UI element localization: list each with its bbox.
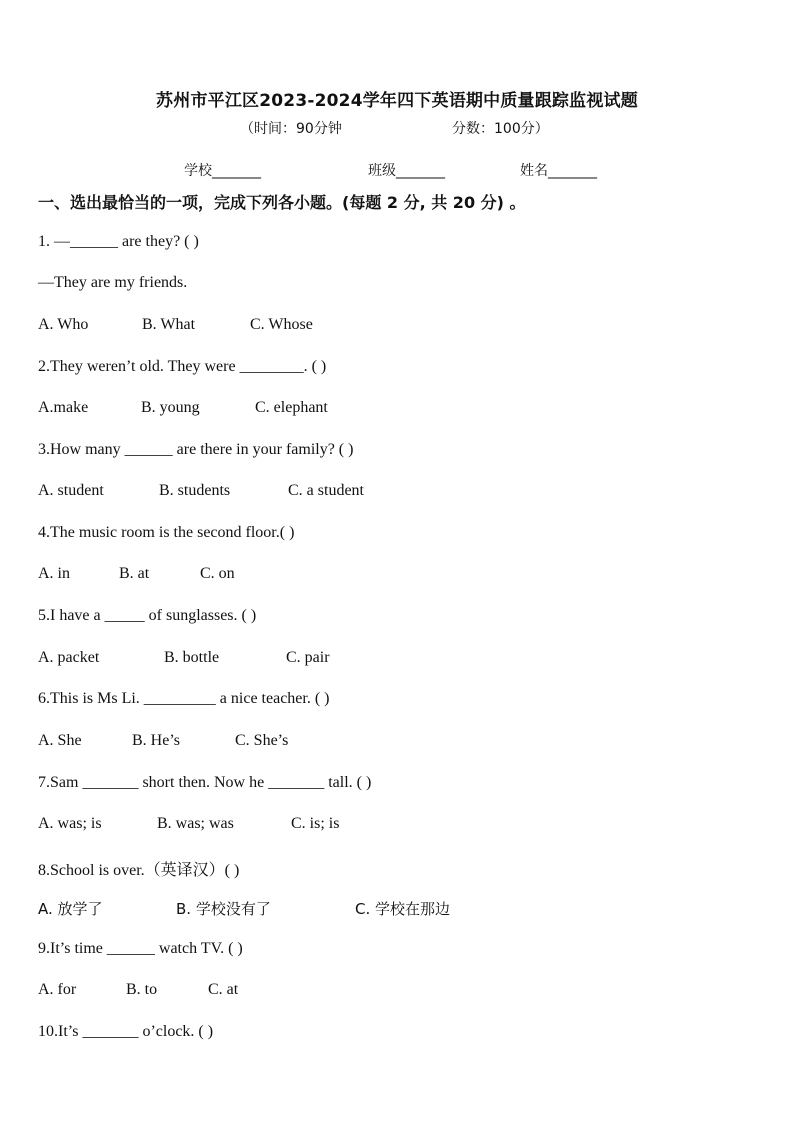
question-6: 6.This is Ms Li. _________ a nice teacher. ( ) [38,690,330,707]
page-title: 苏州市平江区2023-2024学年四下英语期中质量跟踪监视试题 [156,91,638,111]
option-b: B. was; was [157,815,234,832]
option-a: A. She [38,732,82,749]
exam-time: （时间：90分钟 [240,121,342,137]
option-b: B. What [142,316,196,333]
option-b: B. to [126,981,158,998]
option-a: A. for [38,981,77,998]
question-10: 10.It’s _______ o’clock. ( ) [38,1023,214,1040]
section-heading: 一、选出最恰当的一项，完成下列各小题。(每题 2 分, 共 20 分) 。 [38,193,526,212]
question-1-response: —They are my friends. [38,274,188,291]
question-8: 8.School is over.（英译汉）( ) [38,862,240,879]
option-c: C. on [200,565,235,582]
option-b: B. young [141,399,200,416]
option-b: B. He’s [132,732,180,749]
question-1: 1. —______ are they? ( ) [38,233,199,250]
school-field: 学校_______ [184,163,261,179]
question-2-options [38,399,328,417]
question-4: 4.The music room is the second floor.( ) [38,524,295,541]
option-a: A. packet [38,649,100,666]
question-8-options [38,898,450,919]
option-c: C. pair [286,649,330,666]
question-1-options [38,316,313,334]
option-b: B. bottle [164,649,220,666]
exam-meta [240,118,549,138]
option-a: A. in [38,565,70,582]
option-a: A. Who [38,316,89,333]
question-9: 9.It’s time ______ watch TV. ( ) [38,940,243,957]
option-c: C. at [208,981,239,998]
option-c: C. is; is [291,815,340,832]
option-c: C. Whose [250,316,313,333]
option-a: A.make [38,399,89,416]
question-9-options [38,981,238,999]
option-a: A. student [38,482,104,499]
option-b: B. 学校没有了 [176,900,271,918]
question-5: 5.I have a _____ of sunglasses. ( ) [38,607,257,624]
question-7: 7.Sam _______ short then. Now he _______ tall. ( ) [38,774,372,791]
option-c: C. a student [288,482,364,499]
option-c: C. 学校在那边 [355,900,451,918]
option-c: C. She’s [235,732,289,749]
question-5-options [38,649,330,667]
question-2: 2.They weren’t old. They were ________. ( ) [38,358,327,375]
option-c: C. elephant [255,399,328,416]
option-a: A. was; is [38,815,102,832]
question-7-options [38,815,339,833]
name-field: 姓名_______ [520,163,597,179]
option-a: A. 放学了 [38,900,103,918]
question-3-options [38,482,364,500]
class-field: 班级_______ [368,163,445,179]
option-b: B. at [119,565,150,582]
question-3: 3.How many ______ are there in your family? ( ) [38,441,354,458]
question-4-options [38,565,235,583]
exam-score: 分数：100分） [452,121,549,137]
option-b: B. students [159,482,231,499]
question-6-options [38,732,288,750]
